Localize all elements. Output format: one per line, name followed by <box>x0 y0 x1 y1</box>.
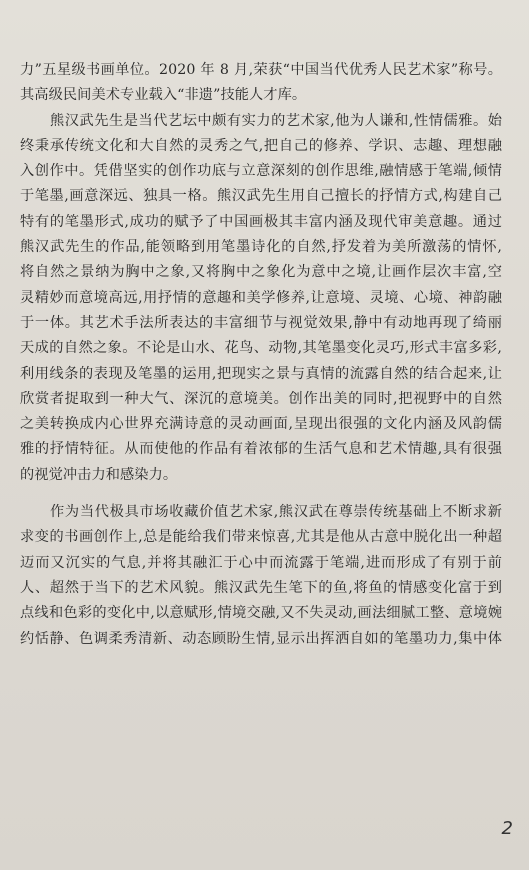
text-line: 于笔墨,画意深远、独具一格。熊汉武先生用自己擅长的抒情方式,构建自己 <box>20 188 502 205</box>
text-line: 将自然之景纳为胸中之象,又将胸中之象化为意中之境,让画作层次丰富,空 <box>20 264 502 281</box>
paragraph <box>20 58 502 109</box>
paragraph-gap <box>20 488 502 500</box>
page-number: 2 <box>501 818 513 839</box>
text-line: 终秉承传统文化和大自然的灵秀之气,把自己的修养、学识、志趣、理想融 <box>20 137 502 154</box>
text-line: 求变的书画创作上,总是能给我们带来惊喜,尤其是他从古意中脱化出一种超 <box>20 529 502 546</box>
text-line: 约恬静、色调柔秀清新、动态顾盼生情,显示出挥洒自如的笔墨功力,集中体 <box>20 630 502 647</box>
text-line: 熊汉武先生是当代艺坛中颇有实力的艺术家,他为人谦和,性情儒雅。始 <box>50 112 502 129</box>
text-line: 利用线条的表现及笔墨的运用,把现实之景与真情的流露自然的结合起来,让 <box>20 365 502 382</box>
text-line: 特有的笔墨形式,成功的赋予了中国画极其丰富内涵及现代审美意趣。通过 <box>20 213 502 230</box>
paragraph <box>20 109 502 488</box>
text-line: 熊汉武先生的作品,能领略到用笔墨诗化的自然,抒发着为美所激荡的情怀, <box>20 239 502 256</box>
body-text <box>20 58 502 652</box>
text-line: 的视觉冲击力和感染力。 <box>20 466 178 483</box>
text-line: 作为当代极具市场收藏价值艺术家,熊汉武在尊崇传统基础上不断求新 <box>50 504 502 521</box>
text-line: 雅的抒情特征。从而使他的作品有着浓郁的生活气息和艺术情趣,具有很强 <box>20 441 502 458</box>
text-line: 点线和色彩的变化中,以意赋形,情境交融,又不失灵动,画法细腻工整、意境婉 <box>20 605 502 622</box>
text-line: 入创作中。凭借坚实的创作功底与立意深刻的创作思维,融情感于笔端,倾情 <box>20 163 502 180</box>
text-line: 之美转换成内心世界充满诗意的灵动画面,呈现出很强的文化内涵及风韵儒 <box>20 416 502 433</box>
text-line: 于一体。其艺术手法所表达的丰富细节与视觉效果,静中有动地再现了绮丽 <box>20 314 502 331</box>
text-line: 其高级民间美术专业载入“非遗”技能人才库。 <box>20 87 307 104</box>
text-line: 迈而又沉实的气息,并将其融汇于心中而流露于笔端,进而形成了有别于前 <box>20 554 502 571</box>
text-line: 力”五星级书画单位。2020 年 8 月,荣获“中国当代优秀人民艺术家”称号。 <box>20 62 502 78</box>
text-line: 欣赏者捉取到一种大气、深沉的意境美。创作出美的同时,把视野中的自然 <box>20 390 502 407</box>
text-line: 灵精妙而意境高远,用抒情的意趣和美学修养,让意境、灵境、心境、神韵融 <box>20 289 502 306</box>
text-line: 人、超然于当下的艺术风貌。熊汉武先生笔下的鱼,将鱼的情感变化富于到 <box>20 579 502 596</box>
paragraph <box>20 500 502 652</box>
text-line: 天成的自然之象。不论是山水、花鸟、动物,其笔墨变化灵巧,形式丰富多彩, <box>20 340 502 357</box>
